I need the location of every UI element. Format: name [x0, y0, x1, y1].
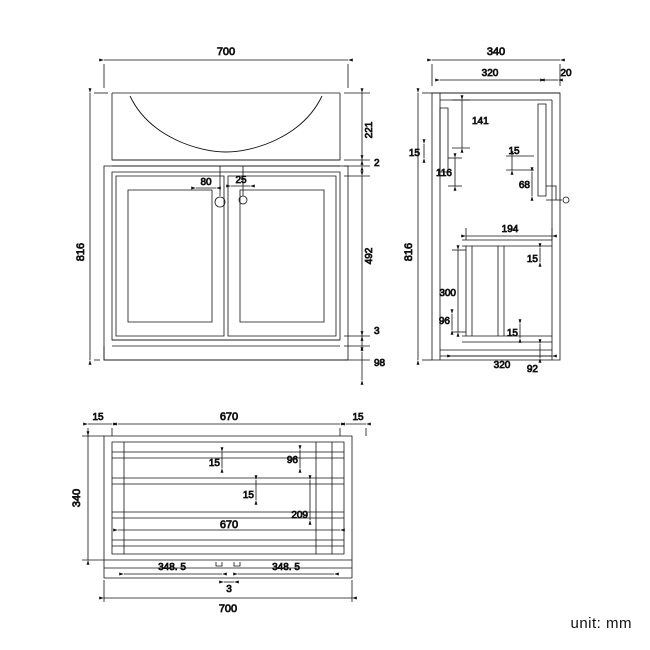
- dim-door-left: 348. 5: [158, 562, 186, 573]
- dim-shelf-depth: 194: [501, 224, 519, 235]
- dim-side-bracket-height: 116: [436, 168, 452, 179]
- dim-tap-spacing: 25: [235, 175, 247, 186]
- front-elevation-view: [75, 46, 386, 380]
- dim-front-height: 816: [75, 242, 87, 262]
- dim-tap-offset: 80: [200, 177, 212, 188]
- dim-door-right: 348. 5: [272, 562, 300, 573]
- dim-front-gap: 2: [374, 158, 380, 169]
- dim-front-rail: 3: [374, 326, 380, 337]
- dim-base-thk: 15: [506, 328, 518, 339]
- dim-plan-panel-a: 15: [208, 458, 220, 469]
- dim-plan-inner-width: 670: [219, 411, 239, 423]
- dim-plan-panel-b: 96: [286, 455, 298, 466]
- dim-side-hinge-top: 15: [508, 146, 520, 157]
- dim-door-height: 492: [364, 247, 375, 265]
- unit-note: unit: mm: [570, 615, 632, 632]
- dim-plan-inner-width-2: 670: [219, 519, 239, 531]
- dim-inner-height: 300: [439, 288, 456, 299]
- dim-side-bracket: 15: [408, 148, 420, 159]
- dim-foot: 92: [526, 364, 538, 375]
- dim-side-body-depth: 320: [481, 68, 499, 79]
- dim-plan-right-thk: 15: [352, 412, 364, 423]
- dim-plan-overall-width: 700: [218, 603, 238, 615]
- dim-side-top-rear: 141: [472, 116, 489, 127]
- dim-shelf-thk: 15: [526, 254, 538, 265]
- side-elevation-view: [403, 46, 572, 375]
- dim-base-depth: 320: [493, 360, 511, 371]
- dim-side-hinge-len: 68: [518, 180, 530, 191]
- dim-door-gap: 3: [226, 584, 232, 595]
- dim-side-height: 816: [403, 242, 415, 262]
- dim-plinth-height: 98: [374, 358, 386, 369]
- dim-side-depth: 340: [486, 46, 506, 58]
- dim-basin-height: 221: [364, 121, 375, 139]
- plan-view: [71, 411, 366, 615]
- dim-side-overhang: 20: [560, 68, 572, 79]
- dim-front-width: 700: [216, 46, 236, 58]
- dim-plan-panel-c: 15: [242, 490, 254, 501]
- dim-plan-panel-d: 209: [291, 510, 308, 521]
- dim-plan-depth: 340: [71, 488, 83, 508]
- dim-base-front: 96: [438, 316, 450, 327]
- dim-plan-left-thk: 15: [92, 412, 104, 423]
